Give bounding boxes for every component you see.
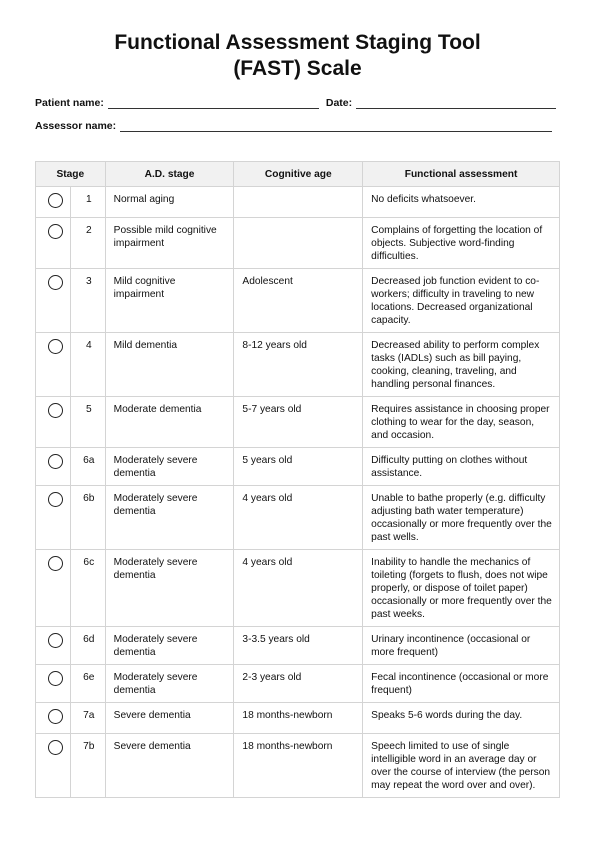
header-functional-assessment: Functional assessment [363,162,560,187]
functional-assessment-cell: Fecal incontinence (occasional or more frequent) [363,665,560,703]
stage-radio-button[interactable] [48,275,63,290]
ad-stage-cell: Mild dementia [105,333,234,397]
stage-select-cell [36,269,71,333]
stage-cell: 6a [70,448,105,486]
date-field[interactable] [356,96,556,109]
stage-cell: 2 [70,218,105,269]
stage-radio-button[interactable] [48,193,63,208]
table-row [36,187,560,218]
stage-select-cell [36,627,71,665]
table-row [36,703,560,734]
stage-select-cell [36,734,71,798]
fast-scale-table [35,161,560,798]
table-row [36,218,560,269]
functional-assessment-cell: Requires assistance in choosing proper clothing to wear for the day, season, and occasion. [363,397,560,448]
stage-radio-button[interactable] [48,492,63,507]
header-stage: Stage [36,162,106,187]
stage-radio-button[interactable] [48,403,63,418]
functional-assessment-cell: Inability to handle the mechanics of toileting (forgets to flush, does not wipe properly, or dispose of toilet paper) occasionally or more frequently over the past weeks. [363,550,560,627]
assessor-name-label: Assessor name: [35,120,117,132]
stage-cell: 5 [70,397,105,448]
stage-select-cell [36,218,71,269]
ad-stage-cell: Moderate dementia [105,397,234,448]
ad-stage-cell: Mild cognitive impairment [105,269,234,333]
assessor-row [35,119,552,132]
cognitive-age-cell: Adolescent [234,269,363,333]
table-row [36,397,560,448]
ad-stage-cell: Moderately severe dementia [105,627,234,665]
title-line-2: (FAST) Scale [233,57,362,80]
ad-stage-cell: Severe dementia [105,734,234,798]
functional-assessment-cell: No deficits whatsoever. [363,187,560,218]
stage-radio-button[interactable] [48,709,63,724]
ad-stage-cell: Severe dementia [105,703,234,734]
table-row [36,734,560,798]
date-label: Date: [325,97,353,109]
ad-stage-cell: Normal aging [105,187,234,218]
cognitive-age-cell: 5-7 years old [234,397,363,448]
stage-cell: 7a [70,703,105,734]
stage-radio-button[interactable] [48,556,63,571]
stage-select-cell [36,703,71,734]
table-row [36,627,560,665]
stage-select-cell [36,550,71,627]
cognitive-age-cell: 4 years old [234,486,363,550]
stage-radio-button[interactable] [48,454,63,469]
functional-assessment-cell: Speaks 5-6 words during the day. [363,703,560,734]
stage-select-cell [36,333,71,397]
stage-select-cell [36,665,71,703]
table-header-row [36,162,560,187]
cognitive-age-cell: 2-3 years old [234,665,363,703]
stage-select-cell [36,397,71,448]
functional-assessment-cell: Difficulty putting on clothes without assistance. [363,448,560,486]
table-row [36,486,560,550]
table-row [36,665,560,703]
table-body [36,187,560,798]
title-line-1: Functional Assessment Staging Tool [114,31,481,54]
ad-stage-cell: Possible mild cognitive impairment [105,218,234,269]
cognitive-age-cell: 18 months-newborn [234,734,363,798]
header-cognitive-age: Cognitive age [234,162,363,187]
stage-radio-button[interactable] [48,224,63,239]
stage-cell: 6d [70,627,105,665]
cognitive-age-cell [234,187,363,218]
patient-name-field[interactable] [108,96,319,109]
functional-assessment-cell: Unable to bathe properly (e.g. difficulty adjusting bath water temperature) occasionally or more frequently over the past wells. [363,486,560,550]
table-row [36,333,560,397]
stage-radio-button[interactable] [48,671,63,686]
stage-cell: 6c [70,550,105,627]
stage-cell: 1 [70,187,105,218]
cognitive-age-cell: 3-3.5 years old [234,627,363,665]
stage-cell: 6e [70,665,105,703]
cognitive-age-cell: 5 years old [234,448,363,486]
functional-assessment-cell: Decreased job function evident to co-workers; difficulty in traveling to new locations. Decreased organizational capacity. [363,269,560,333]
functional-assessment-cell: Urinary incontinence (occasional or more frequent) [363,627,560,665]
stage-cell: 6b [70,486,105,550]
stage-radio-button[interactable] [48,339,63,354]
functional-assessment-cell: Decreased ability to perform complex tasks (IADLs) such as bill paying, cooking, cleaning, traveling, and handling personal finances. [363,333,560,397]
patient-name-label: Patient name: [35,97,104,109]
stage-select-cell [36,448,71,486]
ad-stage-cell: Moderately severe dementia [105,486,234,550]
cognitive-age-cell [234,218,363,269]
stage-cell: 4 [70,333,105,397]
cognitive-age-cell: 8-12 years old [234,333,363,397]
stage-select-cell [36,486,71,550]
stage-select-cell [36,187,71,218]
functional-assessment-cell: Complains of forgetting the location of objects. Subjective word-finding difficulties. [363,218,560,269]
ad-stage-cell: Moderately severe dementia [105,665,234,703]
header-ad-stage: A.D. stage [105,162,234,187]
page-title [0,30,595,82]
table-row [36,550,560,627]
table-row [36,448,560,486]
cognitive-age-cell: 18 months-newborn [234,703,363,734]
ad-stage-cell: Moderately severe dementia [105,550,234,627]
assessor-name-field[interactable] [120,119,552,132]
stage-radio-button[interactable] [48,633,63,648]
stage-radio-button[interactable] [48,740,63,755]
patient-date-row [35,96,556,109]
stage-cell: 7b [70,734,105,798]
stage-cell: 3 [70,269,105,333]
functional-assessment-cell: Speech limited to use of single intelligible word in an average day or over the course of interview (the person may repeat the word over and over). [363,734,560,798]
table-row [36,269,560,333]
ad-stage-cell: Moderately severe dementia [105,448,234,486]
cognitive-age-cell: 4 years old [234,550,363,627]
